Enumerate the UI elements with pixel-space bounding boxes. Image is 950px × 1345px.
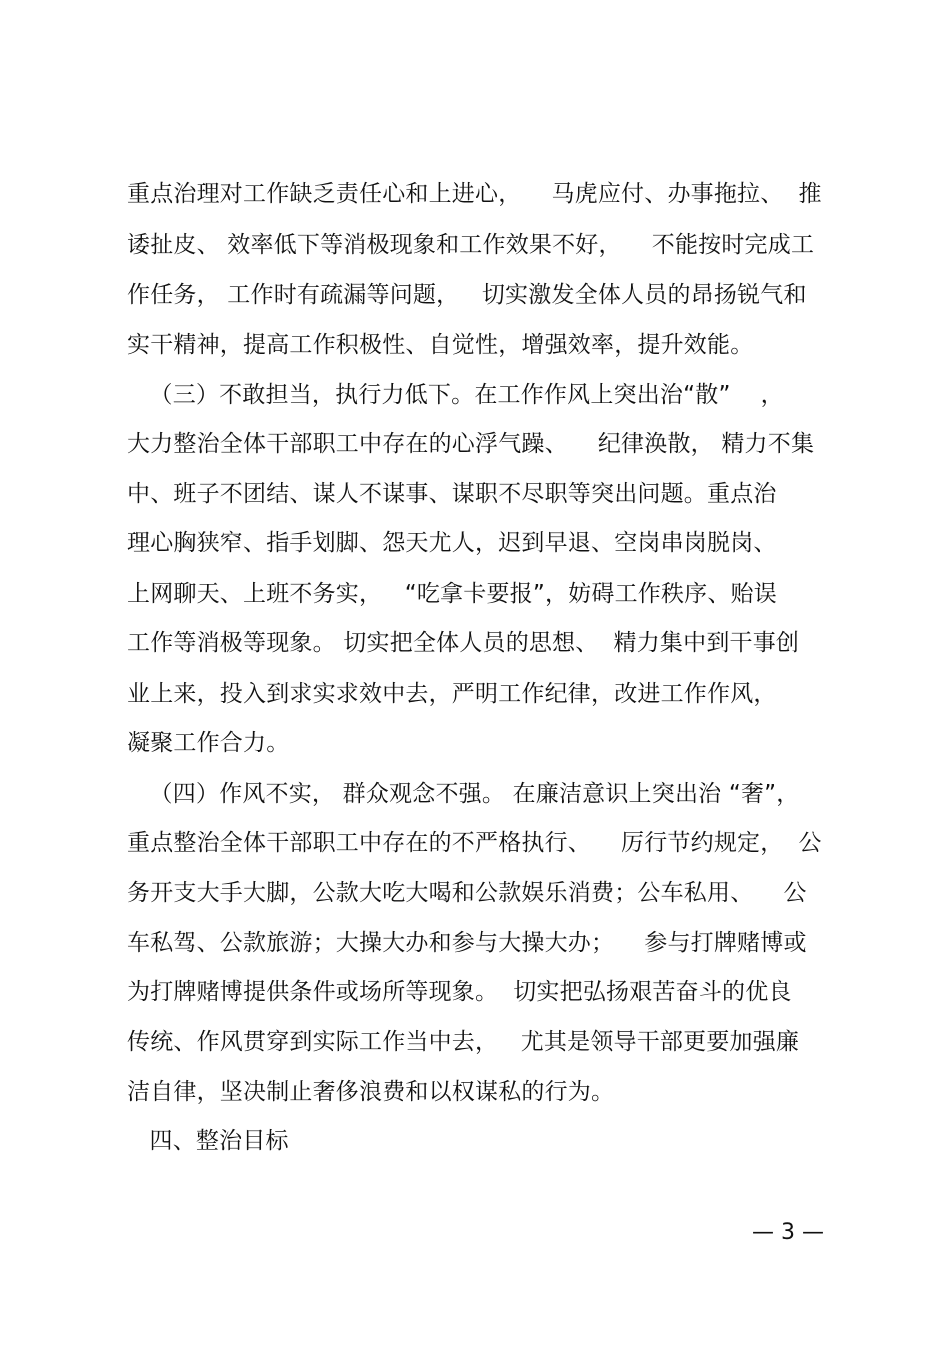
text-line: 上网聊天、上班不务实， “吃拿卡要报”，妨碍工作秩序、贻误 xyxy=(127,581,777,607)
text-line: 作任务， 工作时有疏漏等问题， 切实激发全体人员的昂扬锐气和 xyxy=(127,282,807,308)
text-line: 为打牌赌博提供条件或场所等现象。 切实把弘扬艰苦奋斗的优良 xyxy=(127,979,792,1005)
text-line: 凝聚工作合力。 xyxy=(127,730,290,756)
text-line: 洁自律，坚决制止奢侈浪费和以权谋私的行为。 xyxy=(127,1079,615,1105)
text-line: 重点整治全体干部职工中存在的不严格执行、 厉行节约规定， 公 xyxy=(127,830,822,856)
text-line: 理心胸狭窄、指手划脚、怨天尤人，迟到早退、空岗串岗脱岗、 xyxy=(127,530,777,556)
text-line: 诿扯皮、 效率低下等消极现象和工作效果不好， 不能按时完成工 xyxy=(127,232,815,258)
text-line: 中、班子不团结、谋人不谋事、谋职不尽职等突出问题。重点治 xyxy=(127,481,777,507)
text-line: 车私驾、公款旅游；大操大办和参与大操大办； 参与打牌赌博或 xyxy=(127,930,807,956)
text-line: 实干精神，提高工作积极性、自觉性，增强效率，提升效能。 xyxy=(127,332,754,358)
text-line: （三）不敢担当，执行力低下。在工作作风上突出治“散” ， xyxy=(127,382,784,408)
text-line: 工作等消极等现象。 切实把全体人员的思想、 精力集中到干事创 xyxy=(127,630,800,656)
text-line: 重点治理对工作缺乏责任心和上进心， 马虎应付、办事拖拉、 推 xyxy=(127,181,822,207)
text-line: （四）作风不实， 群众观念不强。 在廉洁意识上突出治 “奢”， xyxy=(127,781,800,807)
text-line: 传统、作风贯穿到实际工作当中去， 尤其是领导干部更要加强廉 xyxy=(127,1029,800,1055)
text-line: 业上来，投入到求实求效中去，严明工作纪律，改进工作作风， xyxy=(127,681,777,707)
text-line: 务开支大手大脚，公款大吃大喝和公款娱乐消费；公车私用、 公 xyxy=(127,880,807,906)
text-line: 大力整治全体干部职工中存在的心浮气躁、 纪律涣散， 精力不集 xyxy=(127,431,815,457)
section-heading: 四、整治目标 xyxy=(127,1128,289,1154)
page-number: — 3 — xyxy=(752,1220,824,1245)
